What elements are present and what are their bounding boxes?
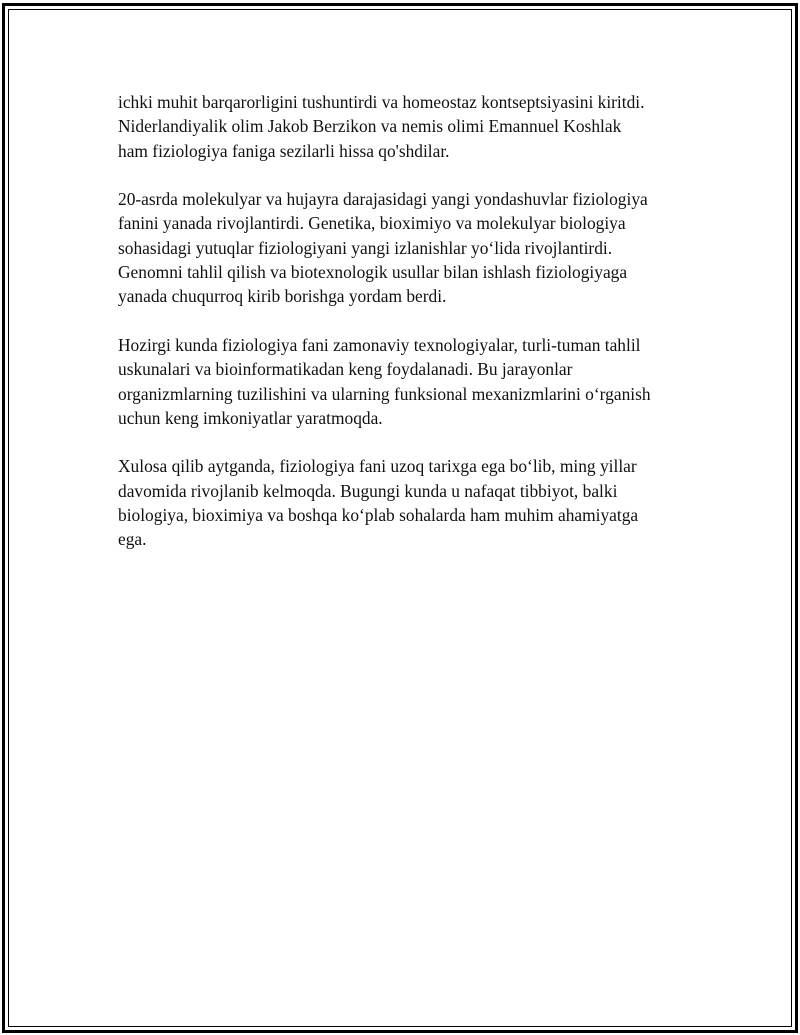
text-line: Genomni tahlil qilish va biotexnologik usullar bilan ishlash fiziologiyaga: [118, 262, 628, 283]
text-line: ham fiziologiya faniga sezilarli hissa qo'shdilar.: [118, 140, 450, 161]
text-line: davomida rivojlanib kelmoqda. Bugungi kunda u nafaqat tibbiyot, balki: [118, 480, 618, 501]
paragraph: [118, 454, 698, 551]
paragraph: [118, 187, 698, 308]
text-line: ega.: [118, 529, 147, 550]
text-line: fanini yanada rivojlantirdi. Genetika, bioximiyo va molekulyar biologiya: [118, 213, 626, 234]
text-line: Hozirgi kunda fiziologiya fani zamonaviy texnologiyalar, turli-tuman tahlil: [118, 334, 641, 355]
text-line: ichki muhit barqarorligini tushuntirdi va homeostaz kontseptsiyasini kiritdi.: [118, 92, 645, 112]
text-line: 20-asrda molekulyar va hujayra darajasidagi yangi yondashuvlar fiziologiya: [118, 189, 648, 210]
paragraph: [118, 333, 698, 430]
text-line: uchun keng imkoniyatlar yaratmoqda.: [118, 407, 383, 428]
text-line: organizmlarning tuzilishini va ularning funksional mexanizmlarini o‘rganish: [118, 383, 651, 404]
text-line: Xulosa qilib aytganda, fiziologiya fani uzoq tarixga ega bo‘lib, ming yillar: [118, 456, 637, 477]
text-line: biologiya, bioximiya va boshqa ko‘plab sohalarda ham muhim ahamiyatga: [118, 505, 639, 526]
text-line: Niderlandiyalik olim Jakob Berzikon va nemis olimi Emannuel Koshlak: [118, 116, 622, 137]
text-line: sohasidagi yutuqlar fiziologiyani yangi izlanishlar yo‘lida rivojlantirdi.: [118, 237, 613, 258]
text-line: uskunalari va bioinformatikadan keng foydalanadi. Bu jarayonlar: [118, 359, 573, 380]
body-text: [118, 90, 698, 576]
text-line: yanada chuqurroq kirib borishga yordam berdi.: [118, 286, 447, 307]
paragraph: [118, 90, 698, 163]
